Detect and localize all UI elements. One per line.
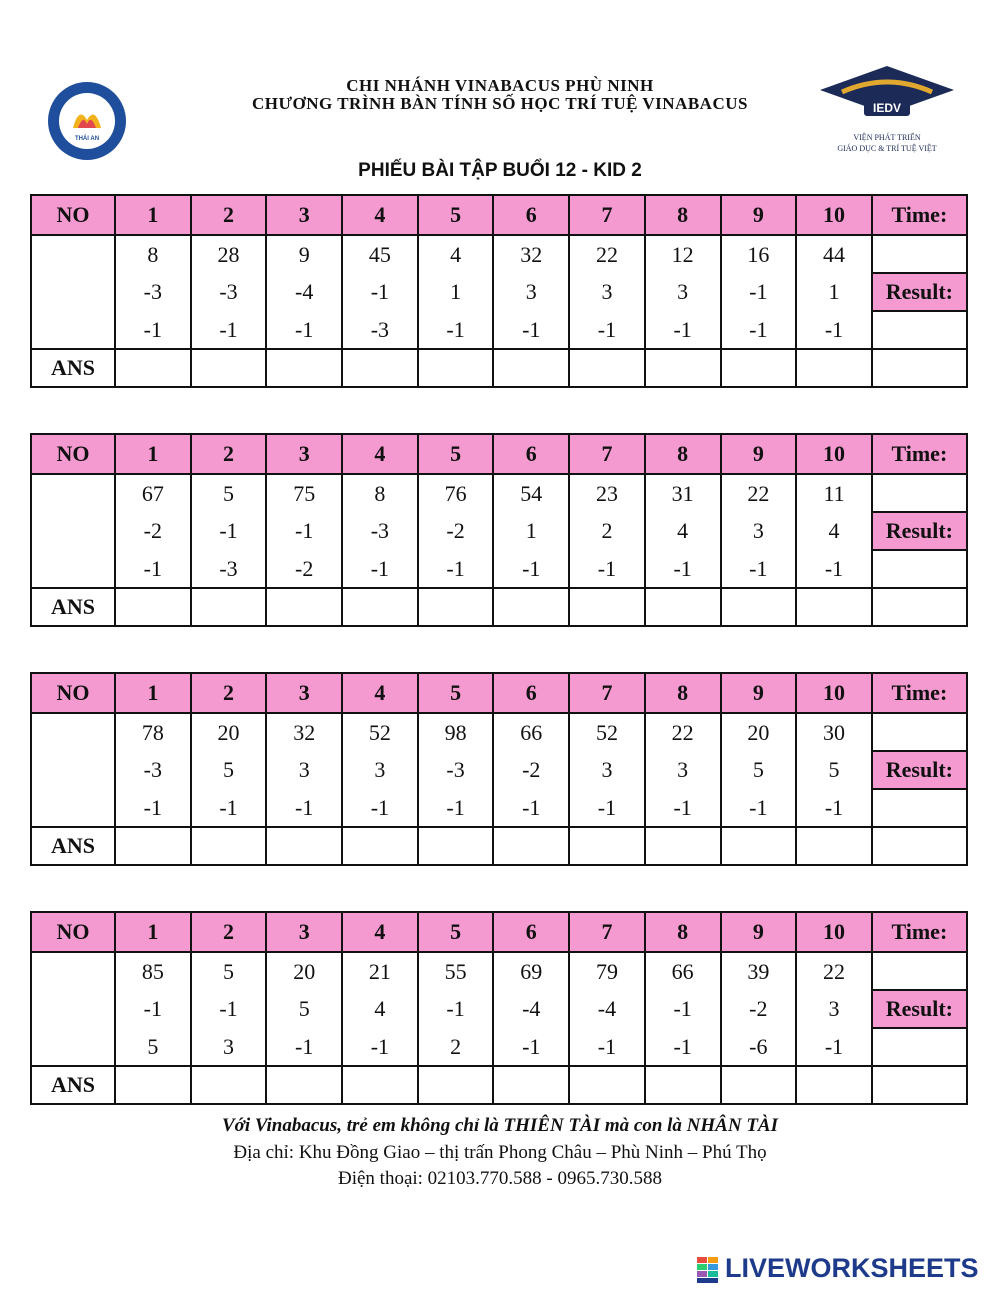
answer-input-cell[interactable] bbox=[191, 1066, 267, 1104]
result-input-cell[interactable] bbox=[872, 1028, 967, 1066]
result-label: Result: bbox=[872, 751, 967, 789]
number-cell: 5 bbox=[115, 1028, 191, 1066]
column-number: 5 bbox=[418, 195, 494, 235]
answer-input-cell[interactable] bbox=[796, 827, 872, 865]
number-cell: 3 bbox=[569, 273, 645, 311]
number-cell: 5 bbox=[796, 751, 872, 789]
no-label: NO bbox=[31, 434, 115, 474]
number-cell: 66 bbox=[645, 952, 721, 990]
row-label-cell bbox=[31, 713, 115, 827]
branch-name: CHI NHÁNH VINABACUS PHÙ NINH bbox=[346, 76, 654, 95]
number-cell: -1 bbox=[569, 789, 645, 827]
number-cell: -1 bbox=[342, 550, 418, 588]
time-input-cell[interactable] bbox=[872, 235, 967, 273]
number-cell: -3 bbox=[115, 273, 191, 311]
number-cell: 55 bbox=[418, 952, 494, 990]
sheet-title: PHIẾU BÀI TẬP BUỔI 12 - KID 2 bbox=[358, 160, 642, 181]
answer-input-cell[interactable] bbox=[721, 827, 797, 865]
time-label: Time: bbox=[872, 434, 967, 474]
number-cell: -1 bbox=[796, 550, 872, 588]
answer-side-cell bbox=[872, 827, 967, 865]
number-cell: -3 bbox=[418, 751, 494, 789]
number-cell: -1 bbox=[418, 550, 494, 588]
answer-input-cell[interactable] bbox=[645, 827, 721, 865]
number-cell: 28 bbox=[191, 235, 267, 273]
number-cell: 31 bbox=[645, 474, 721, 512]
column-number: 2 bbox=[191, 673, 267, 713]
number-cell: 4 bbox=[342, 990, 418, 1028]
number-cell: -1 bbox=[115, 311, 191, 349]
column-number: 5 bbox=[418, 673, 494, 713]
column-number: 3 bbox=[266, 912, 342, 952]
number-cell: -1 bbox=[266, 1028, 342, 1066]
number-cell: -1 bbox=[569, 550, 645, 588]
number-cell: 5 bbox=[191, 952, 267, 990]
answer-input-cell[interactable] bbox=[191, 827, 267, 865]
answer-input-cell[interactable] bbox=[569, 349, 645, 387]
no-label: NO bbox=[31, 195, 115, 235]
answer-row bbox=[31, 827, 967, 865]
table-header-row bbox=[31, 912, 967, 952]
answer-row bbox=[31, 1066, 967, 1104]
row-label-cell bbox=[31, 952, 115, 1066]
table-row bbox=[31, 550, 967, 588]
table-row bbox=[31, 789, 967, 827]
number-cell: -4 bbox=[569, 990, 645, 1028]
number-cell: -1 bbox=[191, 512, 267, 550]
number-cell: -1 bbox=[115, 550, 191, 588]
answer-input-cell[interactable] bbox=[721, 1066, 797, 1104]
left-logo-text: THÁI AN bbox=[74, 136, 100, 142]
number-cell: 9 bbox=[266, 235, 342, 273]
answer-input-cell[interactable] bbox=[721, 349, 797, 387]
column-number: 9 bbox=[721, 195, 797, 235]
answer-input-cell[interactable] bbox=[645, 349, 721, 387]
number-cell: 2 bbox=[418, 1028, 494, 1066]
number-cell: 22 bbox=[721, 474, 797, 512]
time-label: Time: bbox=[872, 673, 967, 713]
number-cell: -1 bbox=[191, 789, 267, 827]
number-cell: 20 bbox=[721, 713, 797, 751]
number-cell: -3 bbox=[115, 751, 191, 789]
number-cell: 54 bbox=[493, 474, 569, 512]
column-number: 8 bbox=[645, 434, 721, 474]
number-cell: -2 bbox=[721, 990, 797, 1028]
number-cell: 12 bbox=[645, 235, 721, 273]
ans-label: ANS bbox=[31, 827, 115, 865]
number-cell: -1 bbox=[796, 311, 872, 349]
number-cell: 3 bbox=[645, 273, 721, 311]
answer-input-cell[interactable] bbox=[266, 827, 342, 865]
number-cell: 1 bbox=[493, 512, 569, 550]
answer-input-cell[interactable] bbox=[418, 349, 494, 387]
number-cell: 3 bbox=[645, 751, 721, 789]
number-cell: 5 bbox=[266, 990, 342, 1028]
number-cell: 22 bbox=[645, 713, 721, 751]
iedv-line1: VIỆN PHÁT TRIỂN bbox=[853, 133, 921, 142]
column-number: 5 bbox=[418, 912, 494, 952]
number-cell: 3 bbox=[569, 751, 645, 789]
result-label: Result: bbox=[872, 990, 967, 1028]
number-cell: -1 bbox=[493, 311, 569, 349]
row-label-cell bbox=[31, 235, 115, 349]
number-cell: -1 bbox=[645, 990, 721, 1028]
column-number: 2 bbox=[191, 434, 267, 474]
column-number: 7 bbox=[569, 912, 645, 952]
answer-input-cell[interactable] bbox=[418, 588, 494, 626]
number-cell: 22 bbox=[796, 952, 872, 990]
time-input-cell[interactable] bbox=[872, 713, 967, 751]
number-cell: -1 bbox=[266, 311, 342, 349]
exercise-table bbox=[30, 194, 968, 388]
column-number: 3 bbox=[266, 673, 342, 713]
iedv-logo bbox=[812, 62, 962, 162]
number-cell: -1 bbox=[115, 990, 191, 1028]
answer-input-cell[interactable] bbox=[493, 588, 569, 626]
number-cell: -1 bbox=[796, 1028, 872, 1066]
number-cell: -1 bbox=[493, 789, 569, 827]
result-input-cell[interactable] bbox=[872, 789, 967, 827]
number-cell: 39 bbox=[721, 952, 797, 990]
answer-input-cell[interactable] bbox=[342, 827, 418, 865]
number-cell: -1 bbox=[569, 311, 645, 349]
column-number: 7 bbox=[569, 434, 645, 474]
header bbox=[0, 60, 1000, 170]
number-cell: -1 bbox=[342, 1028, 418, 1066]
answer-input-cell[interactable] bbox=[569, 1066, 645, 1104]
answer-input-cell[interactable] bbox=[645, 588, 721, 626]
result-label: Result: bbox=[872, 512, 967, 550]
number-cell: 3 bbox=[493, 273, 569, 311]
number-cell: -4 bbox=[493, 990, 569, 1028]
liveworksheets-text: LIVEWORKSHEETS bbox=[725, 1253, 979, 1283]
number-cell: -1 bbox=[191, 990, 267, 1028]
number-cell: -1 bbox=[493, 1028, 569, 1066]
result-input-cell[interactable] bbox=[872, 550, 967, 588]
answer-row bbox=[31, 349, 967, 387]
number-cell: 98 bbox=[418, 713, 494, 751]
table-row bbox=[31, 751, 967, 789]
column-number: 3 bbox=[266, 434, 342, 474]
table-row bbox=[31, 273, 967, 311]
number-cell: 8 bbox=[342, 474, 418, 512]
time-input-cell[interactable] bbox=[872, 952, 967, 990]
result-input-cell[interactable] bbox=[872, 311, 967, 349]
number-cell: 30 bbox=[796, 713, 872, 751]
number-cell: 16 bbox=[721, 235, 797, 273]
number-cell: 8 bbox=[115, 235, 191, 273]
answer-input-cell[interactable] bbox=[493, 827, 569, 865]
number-cell: 45 bbox=[342, 235, 418, 273]
number-cell: -1 bbox=[115, 789, 191, 827]
number-cell: -1 bbox=[266, 789, 342, 827]
number-cell: -1 bbox=[645, 1028, 721, 1066]
number-cell: 44 bbox=[796, 235, 872, 273]
number-cell: -1 bbox=[721, 550, 797, 588]
table-row bbox=[31, 1028, 967, 1066]
column-number: 10 bbox=[796, 195, 872, 235]
answer-side-cell bbox=[872, 349, 967, 387]
number-cell: -1 bbox=[418, 311, 494, 349]
column-number: 2 bbox=[191, 195, 267, 235]
column-number: 6 bbox=[493, 673, 569, 713]
answer-input-cell[interactable] bbox=[342, 349, 418, 387]
column-number: 7 bbox=[569, 195, 645, 235]
answer-input-cell[interactable] bbox=[796, 349, 872, 387]
answer-input-cell[interactable] bbox=[115, 1066, 191, 1104]
number-cell: -1 bbox=[418, 990, 494, 1028]
number-cell: 79 bbox=[569, 952, 645, 990]
table-row bbox=[31, 990, 967, 1028]
number-cell: 23 bbox=[569, 474, 645, 512]
answer-input-cell[interactable] bbox=[796, 588, 872, 626]
answer-input-cell[interactable] bbox=[191, 588, 267, 626]
answer-input-cell[interactable] bbox=[266, 1066, 342, 1104]
column-number: 8 bbox=[645, 195, 721, 235]
column-number: 4 bbox=[342, 195, 418, 235]
column-number: 9 bbox=[721, 434, 797, 474]
exercise-table bbox=[30, 433, 968, 627]
answer-input-cell[interactable] bbox=[115, 588, 191, 626]
result-label: Result: bbox=[872, 273, 967, 311]
table-row bbox=[31, 512, 967, 550]
number-cell: 75 bbox=[266, 474, 342, 512]
table-header-row bbox=[31, 195, 967, 235]
number-cell: 67 bbox=[115, 474, 191, 512]
number-cell: 3 bbox=[721, 512, 797, 550]
number-cell: 4 bbox=[418, 235, 494, 273]
answer-input-cell[interactable] bbox=[342, 1066, 418, 1104]
number-cell: -3 bbox=[342, 512, 418, 550]
number-cell: -3 bbox=[342, 311, 418, 349]
number-cell: 69 bbox=[493, 952, 569, 990]
answer-input-cell[interactable] bbox=[115, 827, 191, 865]
answer-input-cell[interactable] bbox=[645, 1066, 721, 1104]
number-cell: -1 bbox=[796, 789, 872, 827]
ans-label: ANS bbox=[31, 588, 115, 626]
answer-input-cell[interactable] bbox=[342, 588, 418, 626]
answer-input-cell[interactable] bbox=[191, 349, 267, 387]
answer-input-cell[interactable] bbox=[266, 349, 342, 387]
number-cell: 21 bbox=[342, 952, 418, 990]
answer-side-cell bbox=[872, 1066, 967, 1104]
number-cell: -1 bbox=[418, 789, 494, 827]
table-row bbox=[31, 311, 967, 349]
liveworksheets-logo-icon bbox=[697, 1257, 719, 1283]
column-number: 1 bbox=[115, 195, 191, 235]
answer-input-cell[interactable] bbox=[418, 827, 494, 865]
number-cell: 78 bbox=[115, 713, 191, 751]
iedv-abbr: IEDV bbox=[872, 101, 902, 115]
number-cell: 76 bbox=[418, 474, 494, 512]
column-number: 6 bbox=[493, 434, 569, 474]
column-number: 10 bbox=[796, 912, 872, 952]
number-cell: 4 bbox=[645, 512, 721, 550]
table-row bbox=[31, 235, 967, 273]
table-header-row bbox=[31, 434, 967, 474]
number-cell: -1 bbox=[645, 311, 721, 349]
number-cell: -1 bbox=[721, 311, 797, 349]
number-cell: -4 bbox=[266, 273, 342, 311]
number-cell: -1 bbox=[493, 550, 569, 588]
number-cell: 32 bbox=[493, 235, 569, 273]
number-cell: -1 bbox=[645, 789, 721, 827]
number-cell: 66 bbox=[493, 713, 569, 751]
footer-slogan: Với Vinabacus, trẻ em không chỉ là THIÊN TÀI mà con là NHÂN TÀI bbox=[222, 1115, 778, 1136]
column-number: 1 bbox=[115, 673, 191, 713]
no-label: NO bbox=[31, 912, 115, 952]
number-cell: -1 bbox=[191, 311, 267, 349]
number-cell: -1 bbox=[721, 273, 797, 311]
column-number: 8 bbox=[645, 912, 721, 952]
number-cell: 20 bbox=[191, 713, 267, 751]
number-cell: -1 bbox=[342, 789, 418, 827]
number-cell: 1 bbox=[418, 273, 494, 311]
column-number: 9 bbox=[721, 673, 797, 713]
iedv-line2: GIÁO DỤC & TRÍ TUỆ VIỆT bbox=[837, 144, 937, 153]
column-number: 4 bbox=[342, 673, 418, 713]
number-cell: -1 bbox=[342, 273, 418, 311]
no-label: NO bbox=[31, 673, 115, 713]
answer-input-cell[interactable] bbox=[493, 1066, 569, 1104]
time-input-cell[interactable] bbox=[872, 474, 967, 512]
time-label: Time: bbox=[872, 195, 967, 235]
number-cell: 20 bbox=[266, 952, 342, 990]
number-cell: -1 bbox=[266, 512, 342, 550]
number-cell: -2 bbox=[115, 512, 191, 550]
column-number: 10 bbox=[796, 673, 872, 713]
number-cell: 1 bbox=[796, 273, 872, 311]
table-row bbox=[31, 952, 967, 990]
answer-input-cell[interactable] bbox=[418, 1066, 494, 1104]
column-number: 4 bbox=[342, 434, 418, 474]
number-cell: 4 bbox=[796, 512, 872, 550]
column-number: 3 bbox=[266, 195, 342, 235]
answer-input-cell[interactable] bbox=[266, 588, 342, 626]
number-cell: 52 bbox=[342, 713, 418, 751]
exercise-table bbox=[30, 911, 968, 1105]
number-cell: 3 bbox=[266, 751, 342, 789]
column-number: 1 bbox=[115, 912, 191, 952]
row-label-cell bbox=[31, 474, 115, 588]
number-cell: -2 bbox=[493, 751, 569, 789]
number-cell: 22 bbox=[569, 235, 645, 273]
column-number: 1 bbox=[115, 434, 191, 474]
number-cell: 3 bbox=[796, 990, 872, 1028]
number-cell: -3 bbox=[191, 550, 267, 588]
number-cell: 3 bbox=[342, 751, 418, 789]
answer-input-cell[interactable] bbox=[493, 349, 569, 387]
column-number: 5 bbox=[418, 434, 494, 474]
number-cell: -2 bbox=[266, 550, 342, 588]
exercise-table bbox=[30, 672, 968, 866]
number-cell: -2 bbox=[418, 512, 494, 550]
answer-input-cell[interactable] bbox=[569, 588, 645, 626]
liveworksheets-watermark bbox=[697, 1253, 997, 1285]
column-number: 9 bbox=[721, 912, 797, 952]
table-header-row bbox=[31, 673, 967, 713]
answer-input-cell[interactable] bbox=[796, 1066, 872, 1104]
number-cell: 2 bbox=[569, 512, 645, 550]
number-cell: 85 bbox=[115, 952, 191, 990]
number-cell: -3 bbox=[191, 273, 267, 311]
column-number: 2 bbox=[191, 912, 267, 952]
ans-label: ANS bbox=[31, 1066, 115, 1104]
footer-phone: Điện thoại: 02103.770.588 - 0965.730.588 bbox=[337, 1168, 663, 1189]
column-number: 6 bbox=[493, 912, 569, 952]
column-number: 7 bbox=[569, 673, 645, 713]
column-number: 4 bbox=[342, 912, 418, 952]
number-cell: 52 bbox=[569, 713, 645, 751]
number-cell: -1 bbox=[721, 789, 797, 827]
answer-row bbox=[31, 588, 967, 626]
column-number: 8 bbox=[645, 673, 721, 713]
answer-input-cell[interactable] bbox=[721, 588, 797, 626]
program-name: CHƯƠNG TRÌNH BÀN TÍNH SỐ HỌC TRÍ TUỆ VINABACUS bbox=[252, 94, 748, 113]
number-cell: -1 bbox=[645, 550, 721, 588]
number-cell: 5 bbox=[191, 751, 267, 789]
table-row bbox=[31, 474, 967, 512]
number-cell: 11 bbox=[796, 474, 872, 512]
answer-input-cell[interactable] bbox=[115, 349, 191, 387]
answer-side-cell bbox=[872, 588, 967, 626]
number-cell: 32 bbox=[266, 713, 342, 751]
table-row bbox=[31, 713, 967, 751]
number-cell: 5 bbox=[191, 474, 267, 512]
answer-input-cell[interactable] bbox=[569, 827, 645, 865]
footer-address: Địa chỉ: Khu Đồng Giao – thị trấn Phong Châu – Phù Ninh – Phú Thọ bbox=[233, 1142, 767, 1163]
column-number: 6 bbox=[493, 195, 569, 235]
time-label: Time: bbox=[872, 912, 967, 952]
number-cell: 3 bbox=[191, 1028, 267, 1066]
column-number: 10 bbox=[796, 434, 872, 474]
ans-label: ANS bbox=[31, 349, 115, 387]
number-cell: -1 bbox=[569, 1028, 645, 1066]
number-cell: 5 bbox=[721, 751, 797, 789]
number-cell: -6 bbox=[721, 1028, 797, 1066]
